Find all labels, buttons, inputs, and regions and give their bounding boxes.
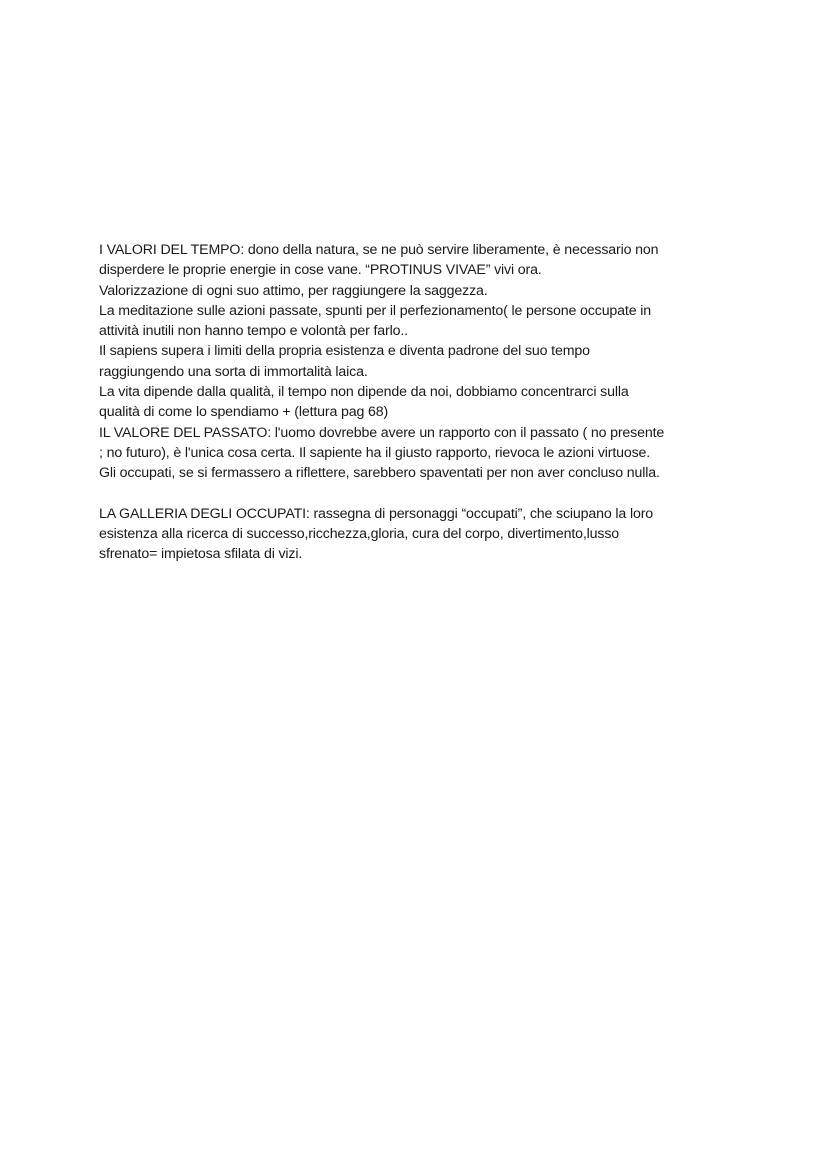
text-line: sfrenato= impietosa sfilata di vizi. bbox=[99, 546, 303, 563]
document-body bbox=[99, 240, 739, 565]
section-valori-del-tempo bbox=[99, 240, 739, 484]
text-line: Gli occupati, se si fermassero a riflettere, sarebbero spaventati per non aver concluso nulla. bbox=[99, 465, 660, 482]
section-galleria-degli-occupati bbox=[99, 504, 739, 565]
text-line: IL VALORE DEL PASSATO: l'uomo dovrebbe avere un rapporto con il passato ( no presente bbox=[99, 424, 665, 441]
text-line: Il sapiens supera i limiti della propria esistenza e diventa padrone del suo tempo bbox=[99, 343, 590, 360]
text-line: Valorizzazione di ogni suo attimo, per raggiungere la saggezza. bbox=[99, 282, 488, 299]
text-line: La meditazione sulle azioni passate, spunti per il perfezionamento( le persone occupate in bbox=[99, 302, 651, 319]
text-line: ; no futuro), è l'unica cosa certa. Il sapiente ha il giusto rapporto, rievoca le azioni virtuose. bbox=[99, 444, 651, 461]
text-line: qualità di come lo spendiamo + (lettura pag 68) bbox=[99, 404, 389, 421]
text-line: I VALORI DEL TEMPO: dono della natura, se ne può servire liberamente, è necessario non bbox=[99, 242, 659, 258]
text-line: disperdere le proprie energie in cose vane. “PROTINUS VIVAE” vivi ora. bbox=[99, 262, 542, 279]
paragraph-gap bbox=[99, 484, 739, 504]
text-line: raggiungendo una sorta di immortalità laica. bbox=[99, 363, 368, 380]
text-line: attività inutili non hanno tempo e volontà per farlo.. bbox=[99, 323, 408, 340]
text-line: LA GALLERIA DEGLI OCCUPATI: rassegna di personaggi “occupati”, che sciupano la loro bbox=[99, 505, 654, 522]
text-line: esistenza alla ricerca di successo,ricchezza,gloria, cura del corpo, divertimento,lusso bbox=[99, 526, 620, 543]
text-line: La vita dipende dalla qualità, il tempo non dipende da noi, dobbiamo concentrarci sulla bbox=[99, 384, 629, 401]
